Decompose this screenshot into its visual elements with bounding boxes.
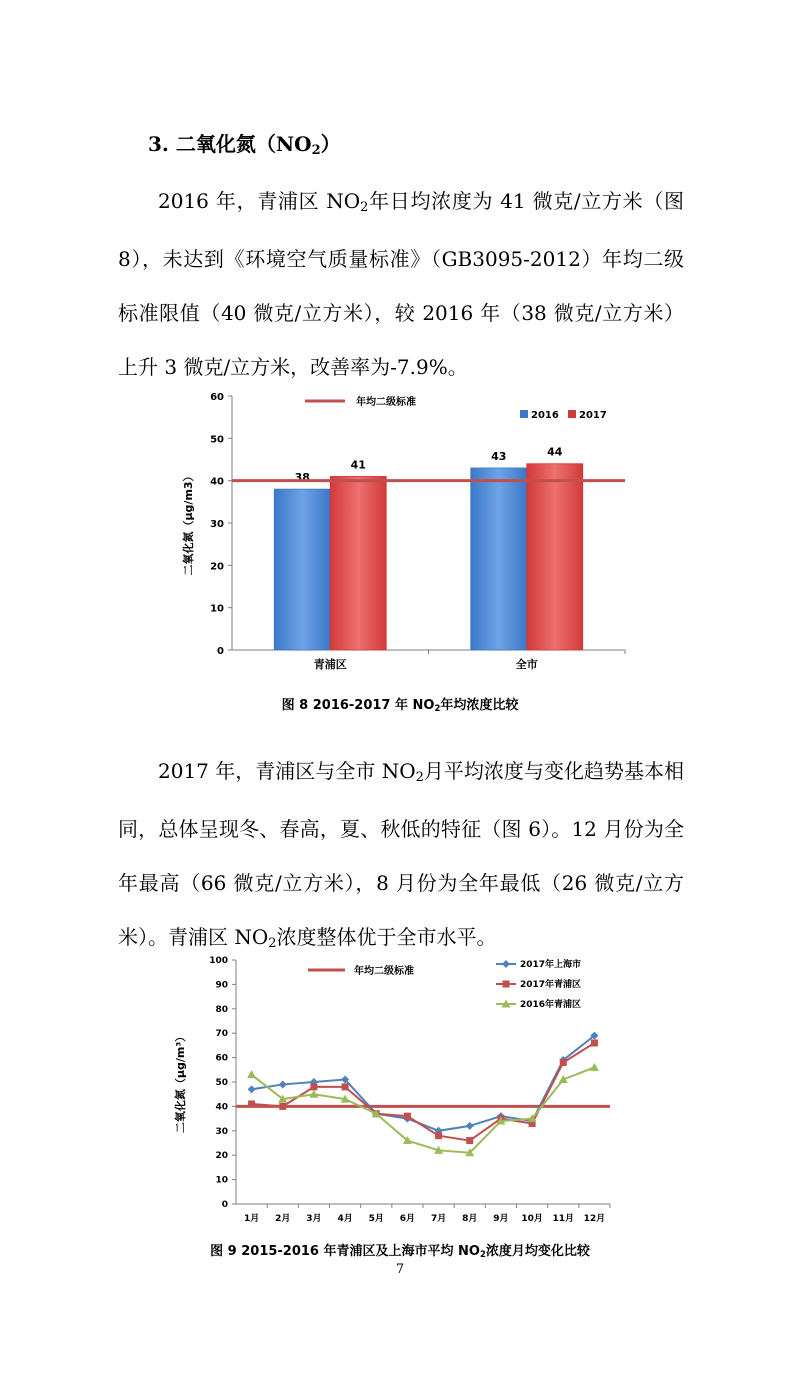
heading-text: 二氧化氮（NO xyxy=(175,132,312,156)
chart2-point-square xyxy=(560,1059,567,1066)
chart2-point-diamond xyxy=(502,960,510,968)
chart2-point-square xyxy=(591,1039,598,1046)
chart2-y-tick-label: 60 xyxy=(215,1053,228,1064)
para2-part-c: 浓度整体优于全市水平。 xyxy=(276,925,497,949)
chart2-point-diamond xyxy=(248,1085,256,1093)
chart2-x-tick-label: 12月 xyxy=(583,1214,606,1224)
chart2-y-axis-label: 二氧化氮（μg/m³） xyxy=(174,1030,187,1134)
chart1-y-tick-label: 20 xyxy=(210,561,224,573)
chart2-x-tick-label: 7月 xyxy=(430,1214,447,1224)
chart2-y-tick-label: 10 xyxy=(215,1175,228,1186)
chart1-legend-swatch xyxy=(568,410,576,418)
chart2-point-square xyxy=(435,1132,442,1139)
chart1-bar xyxy=(274,489,330,650)
caption2-part-a: 图 9 2015-2016 年青浦区及上海市平均 NO xyxy=(210,1244,480,1259)
chart1-legend-swatch xyxy=(520,410,528,418)
chart1-y-tick-label: 50 xyxy=(210,434,224,446)
chart2-point-square xyxy=(248,1100,255,1107)
chart2-x-tick-label: 5月 xyxy=(368,1214,384,1224)
chart1-bar xyxy=(471,468,527,650)
chart2-point-diamond xyxy=(466,1122,474,1130)
chart2-legend-label: 2017年上海市 xyxy=(520,960,582,970)
chart2-y-tick-label: 80 xyxy=(215,1004,228,1015)
chart2-point-square xyxy=(466,1137,473,1144)
bar-chart-annual-no2 xyxy=(160,384,640,674)
chart1-y-tick-label: 40 xyxy=(210,476,224,488)
paragraph-2 xyxy=(118,744,684,968)
chart1-bar xyxy=(527,464,583,650)
caption1-subscript: 2 xyxy=(434,703,441,714)
chart1-legend-label: 2016 xyxy=(531,410,559,421)
chart2-y-tick-label: 70 xyxy=(215,1029,228,1040)
chart2-point-diamond xyxy=(279,1080,287,1088)
chart1-y-tick-label: 60 xyxy=(210,392,224,403)
chart1-y-tick-label: 30 xyxy=(210,519,224,530)
chart2-y-tick-label: 100 xyxy=(209,956,228,966)
chart2-y-tick-label: 20 xyxy=(215,1151,228,1162)
figure-8-caption xyxy=(0,694,800,713)
chart1-y-axis-label: 二氧化氮（μg/m3） xyxy=(182,470,195,576)
chart2-x-tick-label: 9月 xyxy=(493,1214,509,1224)
chart2-x-tick-label: 3月 xyxy=(306,1214,322,1224)
para2-part-a: 2017 年，青浦区与全市 NO xyxy=(158,759,416,783)
heading-tail: ） xyxy=(320,132,341,156)
para2-subscript-2: 2 xyxy=(268,936,277,952)
caption2-subscript: 2 xyxy=(479,1249,486,1260)
chart2-point-square xyxy=(342,1083,349,1090)
chart2-series-line xyxy=(252,1043,595,1141)
chart2-x-tick-label: 2月 xyxy=(275,1214,291,1224)
chart2-y-tick-label: 0 xyxy=(221,1200,228,1210)
chart2-x-tick-label: 11月 xyxy=(552,1214,575,1224)
chart1-legend-standard-label: 年均二级标准 xyxy=(356,397,416,408)
chart2-x-tick-label: 6月 xyxy=(399,1214,416,1224)
para2-part-b: 月平均浓度与变化趋势基本相同，总体呈现冬、春高，夏、秋低的特征（图 6）。12 月份为全年最高（66 微克/立方米），8 月份为全年最低（26 微克/立方米）。青浦区 NO xyxy=(118,759,685,949)
chart1-x-tick-label: 全市 xyxy=(515,658,538,671)
chart1-y-tick-label: 0 xyxy=(217,646,224,657)
chart1-bar xyxy=(330,476,386,650)
chart2-x-tick-label: 8月 xyxy=(462,1214,478,1224)
chart1-data-label: 44 xyxy=(547,445,563,459)
page-number: 7 xyxy=(395,1262,405,1277)
chart2-series-line xyxy=(252,1036,595,1131)
chart1-x-tick-label: 青浦区 xyxy=(313,658,347,671)
chart2-point-square xyxy=(503,981,510,988)
chart2-legend-standard-label: 年均二级标准 xyxy=(354,966,414,977)
caption1-part-b: 年均浓度比较 xyxy=(440,698,519,713)
chart1-y-tick-label: 10 xyxy=(210,603,224,615)
chart2-y-tick-label: 90 xyxy=(215,980,228,991)
chart2-point-square xyxy=(310,1083,317,1090)
section-heading xyxy=(148,128,341,157)
chart2-legend-label: 2016年青浦区 xyxy=(520,1000,582,1010)
chart2-y-tick-label: 30 xyxy=(215,1126,228,1137)
para1-part-a: 2016 年，青浦区 NO xyxy=(158,189,361,213)
line-chart-monthly-no2 xyxy=(160,950,640,1230)
figure-9-caption xyxy=(0,1240,800,1259)
chart1-data-label: 38 xyxy=(294,471,310,485)
para1-part-b: 年日均浓度为 41 微克/立方米（图 8），未达到《环境空气质量标准》（GB3095-2012）年均二级标准限值（40 微克/立方米），较 2016 年（38 微克/立方米）上升 3 微克/立方米，改善率为-7.9%。 xyxy=(118,189,684,379)
heading-subscript: 2 xyxy=(311,143,321,159)
para1-subscript: 2 xyxy=(360,200,369,216)
chart2-point-square xyxy=(279,1103,286,1110)
chart2-x-tick-label: 1月 xyxy=(243,1214,260,1224)
caption2-part-b: 浓度月均变化比较 xyxy=(485,1244,590,1259)
chart2-y-tick-label: 50 xyxy=(215,1078,228,1088)
chart2-x-tick-label: 10月 xyxy=(521,1214,543,1224)
paragraph-1 xyxy=(118,174,684,394)
chart2-series-line xyxy=(252,1067,595,1152)
chart2-x-tick-label: 4月 xyxy=(337,1214,353,1224)
chart1-data-label: 41 xyxy=(350,458,366,472)
chart2-point-square xyxy=(404,1113,411,1120)
chart1-legend-label: 2017 xyxy=(579,410,607,421)
chart2-legend-label: 2017年青浦区 xyxy=(520,980,582,990)
chart2-y-tick-label: 40 xyxy=(215,1102,228,1113)
para2-subscript: 2 xyxy=(415,770,424,786)
heading-number: 3. xyxy=(148,132,169,156)
chart1-data-label: 43 xyxy=(491,449,507,463)
caption1-part-a: 图 8 2016-2017 年 NO xyxy=(281,698,435,713)
chart2-point-triangle xyxy=(247,1070,256,1078)
chart2-point-triangle xyxy=(590,1063,599,1071)
